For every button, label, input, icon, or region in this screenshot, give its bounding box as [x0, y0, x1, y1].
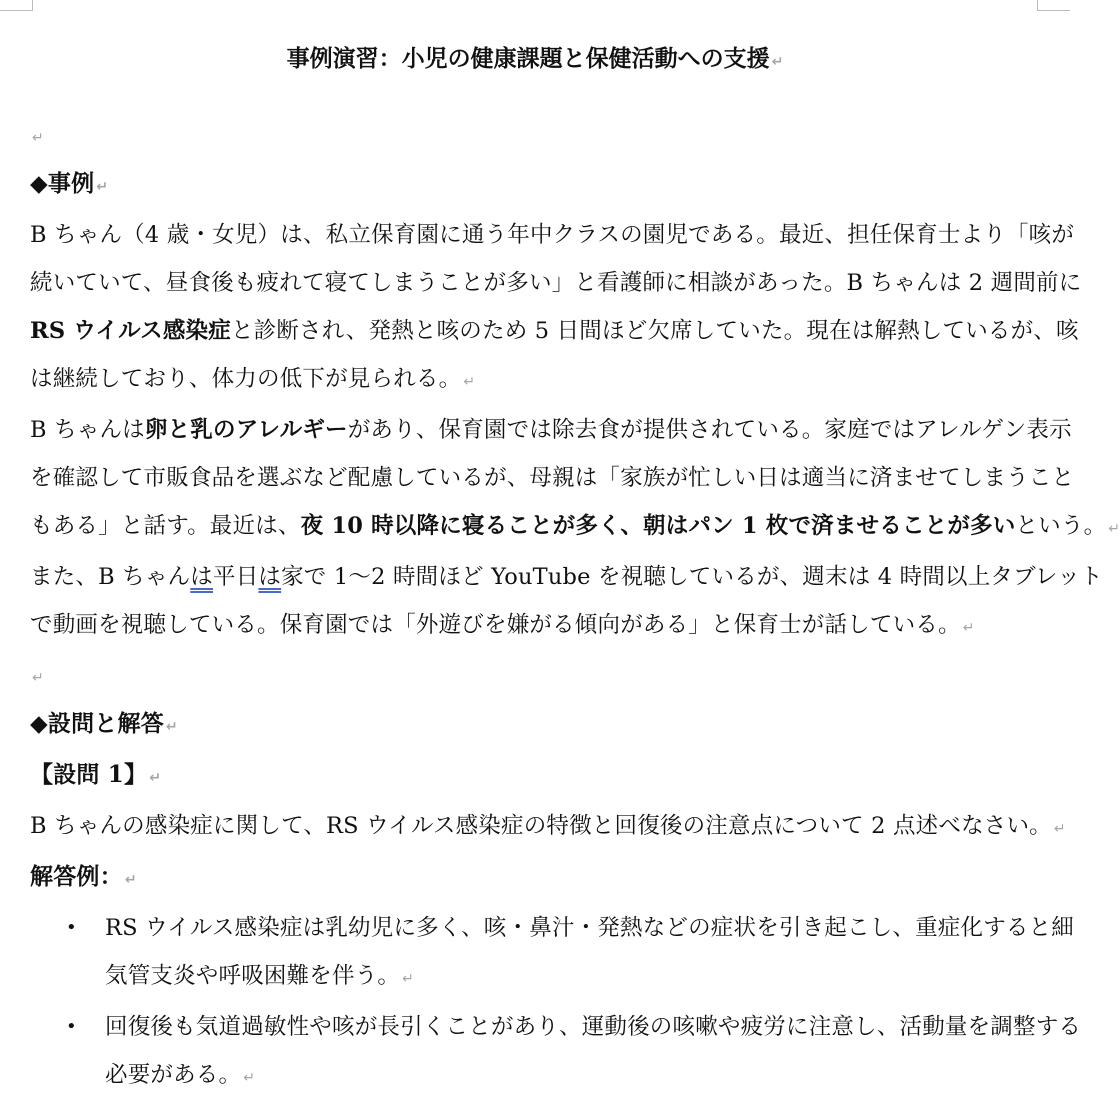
qa-heading-text: ◆設問と解答: [30, 710, 164, 737]
document-title: [30, 38, 1040, 80]
text-line: [105, 952, 1040, 1003]
list-item: [30, 904, 1075, 1003]
text-line: [30, 307, 1079, 355]
text-line: [105, 1003, 1082, 1051]
case-heading: [30, 160, 1040, 211]
question-1-text: [30, 802, 1066, 853]
document-body[interactable]: [30, 38, 1120, 1102]
case-paragraph-2: [30, 406, 1120, 553]
text-line: [30, 601, 1040, 652]
question-1-label-text: 【設問 1】: [30, 761, 148, 788]
case-p2-line-1-bold: 卵と乳のアレルギー: [144, 417, 348, 443]
case-p2-line-3-bold: 夜 10 時以降に寝ることが多く、朝はパン 1 枚で済ませることが多い: [300, 513, 1016, 539]
text-line: [30, 355, 1040, 406]
case-p2-line-1-b: があり、保育園では除去食が提供されている。家庭ではアレルゲン表示: [347, 417, 1072, 443]
case-p2-line-1-a: B ちゃんは: [30, 417, 145, 443]
question-1-label: [30, 751, 1040, 802]
paragraph-mark-icon: ↵: [32, 130, 44, 146]
paragraph-mark-icon: ↵: [1108, 521, 1120, 537]
bullet-icon: •: [66, 1016, 77, 1037]
case-p1-line-4: は継続しており、体力の低下が見られる。: [30, 366, 462, 392]
paragraph-mark-icon: ↵: [962, 620, 975, 636]
answer-1-line-1: RS ウイルス感染症は乳幼児に多く、咳・鼻汁・発熱などの症状を引き起こし、重症化すると細: [105, 915, 1075, 941]
case-p3-line-2: で動画を視聴している。保育園では「外遊びを嫌がる傾向がある」と保育士が話している。: [30, 612, 961, 638]
text-line: [30, 259, 1082, 307]
case-p3-line-1-c: 家で 1〜2 時間ほど YouTube を視聴しているが、週末は 4 時間以上タブレット: [281, 564, 1103, 590]
margin-corner-mark-top-right: [1037, 0, 1070, 11]
text-line: [30, 406, 1072, 454]
text-line: [30, 502, 1120, 553]
paragraph-mark-icon: ↵: [165, 719, 178, 735]
paragraph-mark-icon: ↵: [96, 179, 109, 195]
text-line: [30, 553, 1103, 601]
paragraph-mark-icon: ↵: [243, 1070, 256, 1086]
margin-corner-mark-top-left: [0, 0, 33, 11]
paragraph-mark-icon: ↵: [402, 971, 415, 987]
case-paragraph-3: [30, 553, 1103, 652]
answer-label: [30, 853, 1040, 904]
empty-paragraph: [30, 652, 1040, 700]
case-paragraph-1: [30, 211, 1082, 406]
paragraph-mark-icon: ↵: [463, 374, 476, 390]
answer-list: [30, 904, 1082, 1102]
paragraph-mark-icon: ↵: [32, 670, 44, 686]
paragraph-mark-icon: ↵: [771, 54, 784, 70]
question-1-text-content: B ちゃんの感染症に関して、RS ウイルス感染症の特徴と回復後の注意点について 2 点述べなさい。: [30, 813, 1052, 839]
answer-2-line-1: 回復後も気道過敏性や咳が長引くことがあり、運動後の咳嗽や疲労に注意し、活動量を調整する: [105, 1014, 1082, 1040]
empty-paragraph: [30, 112, 1040, 160]
paragraph-mark-icon: ↵: [124, 872, 137, 888]
text-line: [30, 211, 1075, 259]
qa-heading: [30, 700, 1040, 751]
case-p1-line-3-rest: と診断され、発熱と咳のため 5 日間ほど欠席していた。現在は解熱しているが、咳: [230, 318, 1079, 344]
grammar-flag-underline[interactable]: は: [258, 564, 282, 590]
paragraph-mark-icon: ↵: [149, 770, 162, 786]
text-line: [30, 454, 1075, 502]
case-p1-line-1: B ちゃん（4 歳・女児）は、私立保育園に通う年中クラスの園児である。最近、担任保育士より「咳が: [30, 222, 1075, 248]
document-title-text: 事例演習：小児の健康課題と保健活動への支援: [286, 45, 770, 72]
case-p3-line-1-a: また、B ちゃん: [30, 564, 191, 590]
answer-2-line-2: 必要がある。: [105, 1062, 242, 1088]
case-p2-line-3-a: もある」と話す。最近は、: [30, 513, 301, 539]
case-p2-line-3-b: という。: [1015, 513, 1107, 539]
answer-label-text: 解答例：: [30, 863, 123, 890]
text-line: [105, 904, 1075, 952]
case-p2-line-2: を確認して市販食品を選ぶなど配慮しているが、母親は「家族が忙しい日は適当に済ませてしまうこと: [30, 465, 1075, 491]
text-line: [105, 1051, 1040, 1102]
answer-1-line-2: 気管支炎や呼吸困難を伴う。: [105, 963, 401, 989]
case-p1-line-2: 続いていて、昼食後も疲れて寝てしまうことが多い」と看護師に相談があった。B ちゃんは 2 週間前に: [30, 270, 1082, 296]
list-item: [30, 1003, 1082, 1102]
paragraph-mark-icon: ↵: [1053, 821, 1066, 837]
bullet-icon: •: [66, 917, 77, 938]
case-p1-line-3-bold: RS ウイルス感染症: [30, 318, 231, 344]
case-p3-line-1-b: 平日: [213, 564, 259, 590]
grammar-flag-underline[interactable]: は: [190, 564, 213, 590]
case-heading-text: ◆事例: [30, 170, 95, 197]
